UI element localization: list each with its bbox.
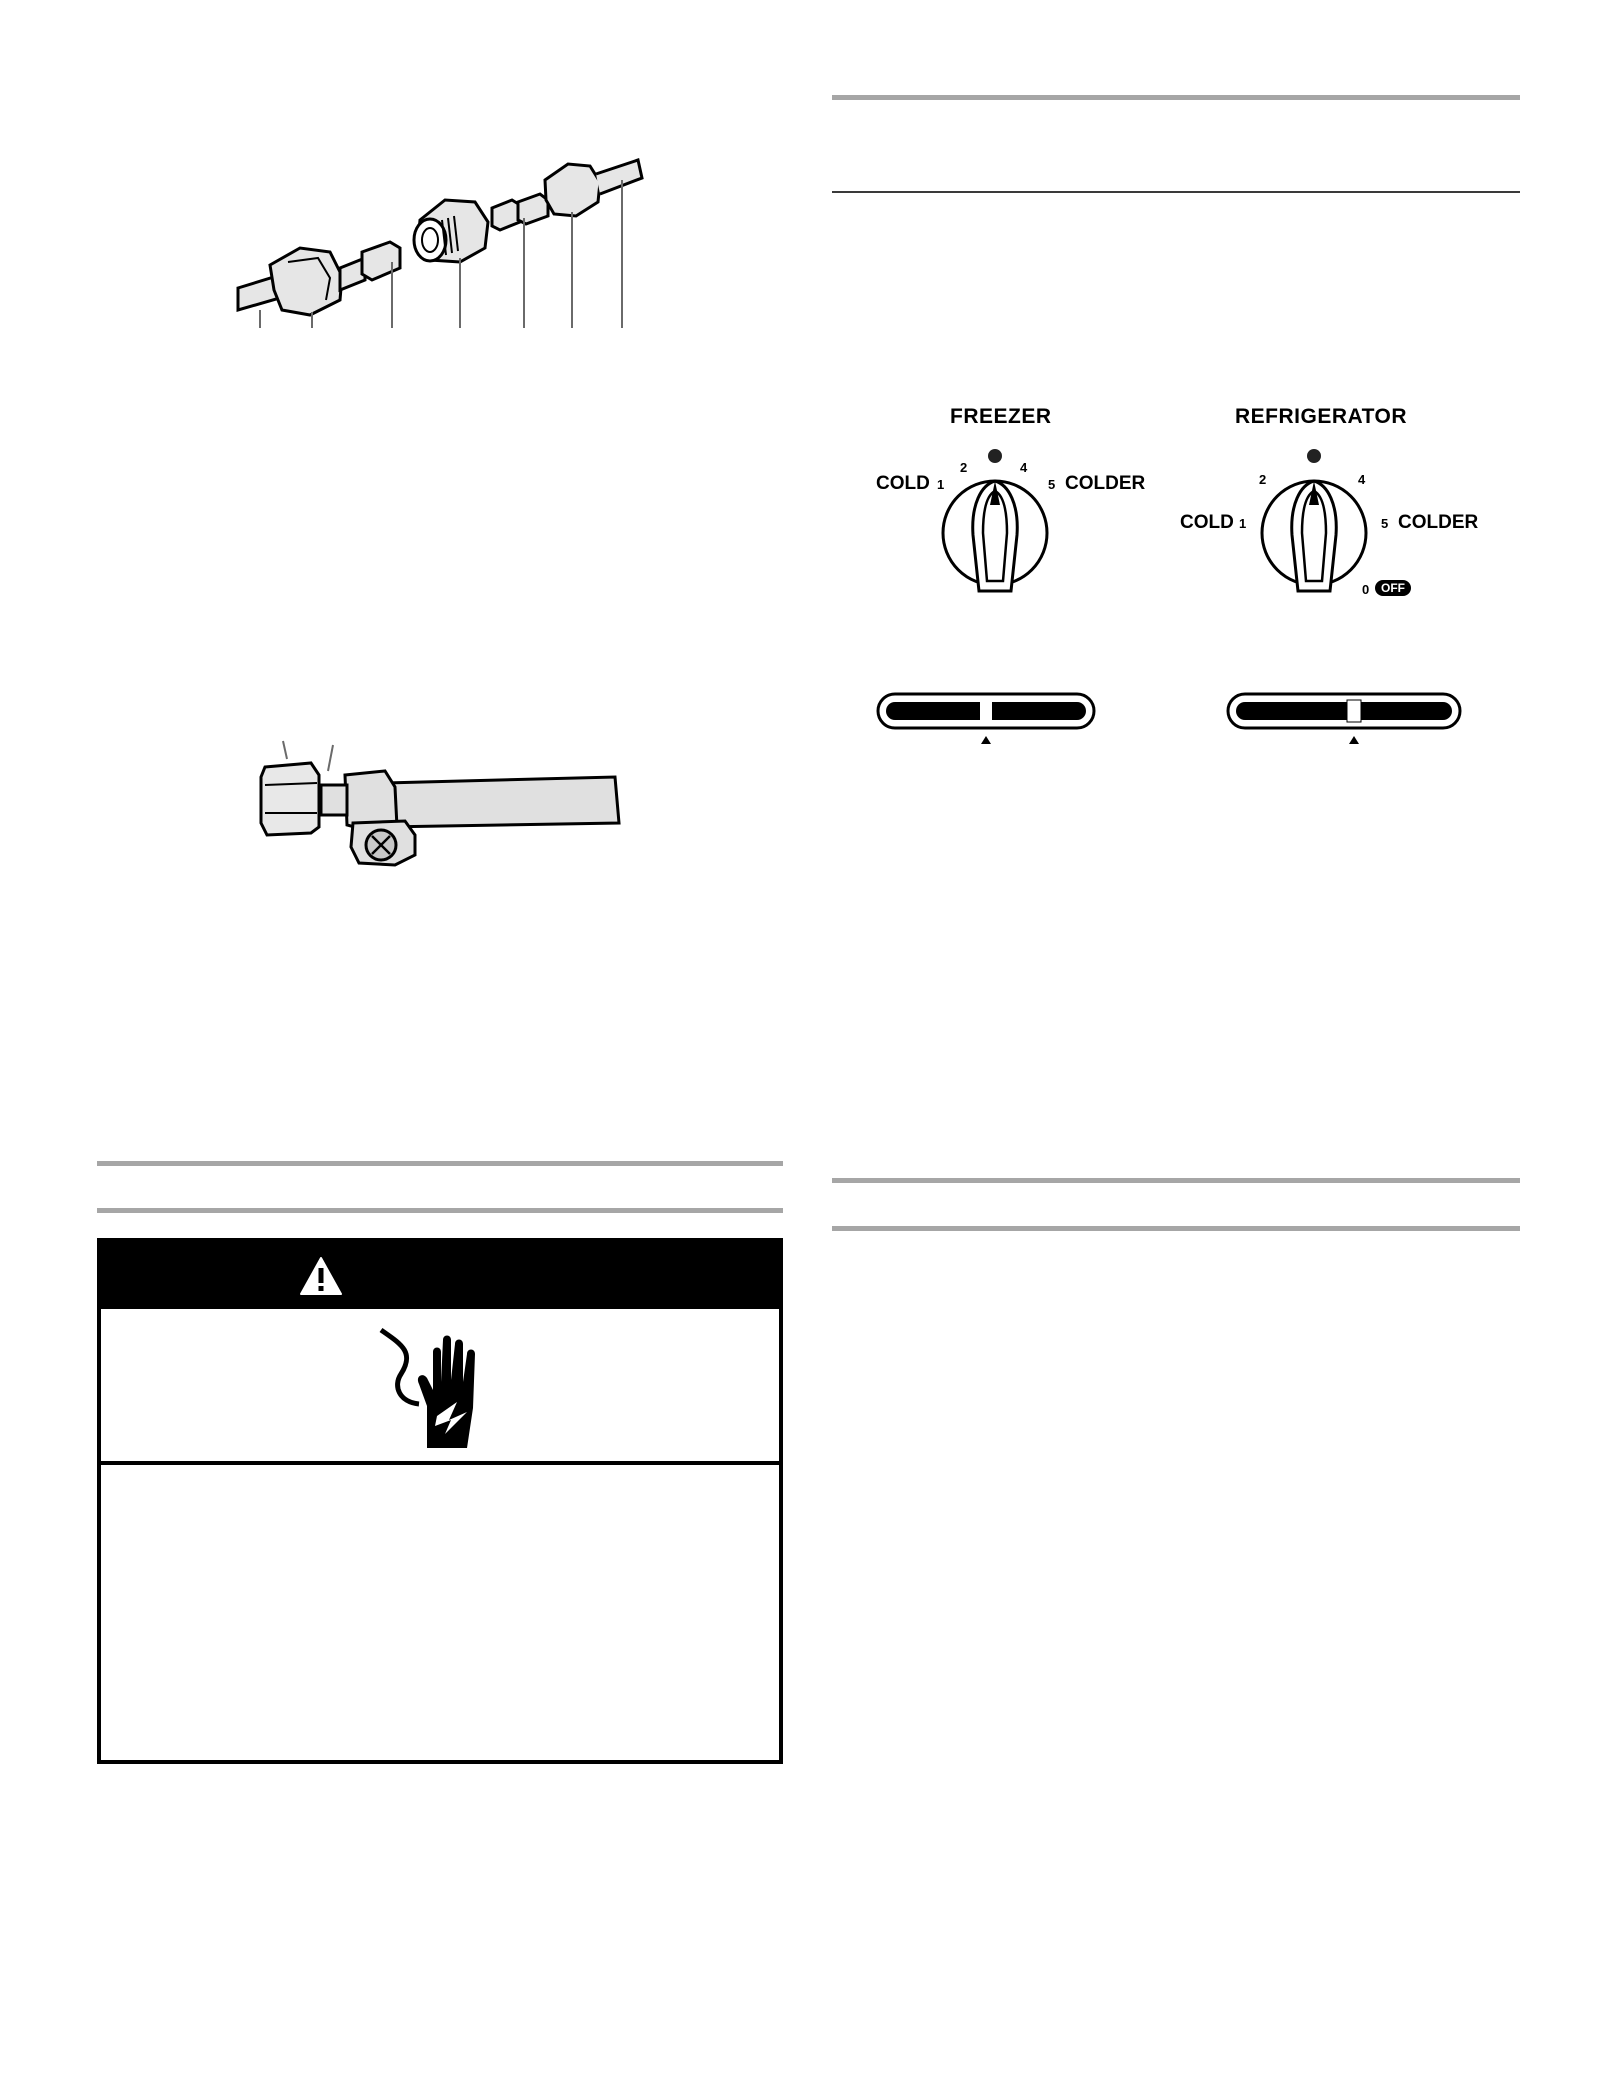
right-lower-rule-bottom: [832, 1226, 1520, 1231]
freezer-number-1: 1: [937, 477, 945, 492]
refrigerator-cold-label: COLD: [1180, 512, 1234, 533]
warning-header-bar: [101, 1242, 779, 1309]
right-section-rule-thin: [832, 191, 1520, 193]
refrigerator-number-4: 4: [1358, 472, 1366, 487]
freezer-number-2: 2: [960, 460, 968, 475]
warning-triangle-icon: [299, 1256, 343, 1296]
freezer-colder-label: COLDER: [1065, 473, 1146, 494]
freezer-number-5: 5: [1048, 477, 1056, 492]
refrigerator-dial-knob[interactable]: [1254, 445, 1374, 605]
right-section-rule-top: [832, 95, 1520, 100]
refrigerator-number-2: 2: [1259, 472, 1267, 487]
right-lower-rule-top: [832, 1178, 1520, 1183]
refrigerator-colder-label: COLDER: [1398, 512, 1479, 533]
freezer-number-4: 4: [1020, 460, 1028, 475]
refrigerator-off-number: 0: [1362, 582, 1370, 597]
compression-fitting-illustration: [230, 150, 650, 330]
warning-box: [97, 1238, 783, 1764]
freezer-cold-label: COLD: [876, 473, 930, 494]
left-section-rule-top: [97, 1161, 783, 1166]
refrigerator-off-badge: OFF: [1375, 580, 1411, 596]
left-section-rule-bottom: [97, 1208, 783, 1213]
freezer-slider-control[interactable]: [876, 690, 1096, 750]
refrigerator-slider-control[interactable]: [1226, 690, 1462, 750]
refrigerator-title: REFRIGERATOR: [1235, 405, 1408, 428]
freezer-dial-knob[interactable]: [935, 445, 1055, 605]
freezer-title: FREEZER: [950, 405, 1052, 428]
electrical-shock-hand-icon: [371, 1322, 491, 1452]
warning-divider: [101, 1461, 779, 1465]
refrigerator-number-1: 1: [1239, 516, 1247, 531]
refrigerator-number-5: 5: [1381, 516, 1389, 531]
water-valve-clamp-illustration: [255, 735, 630, 875]
